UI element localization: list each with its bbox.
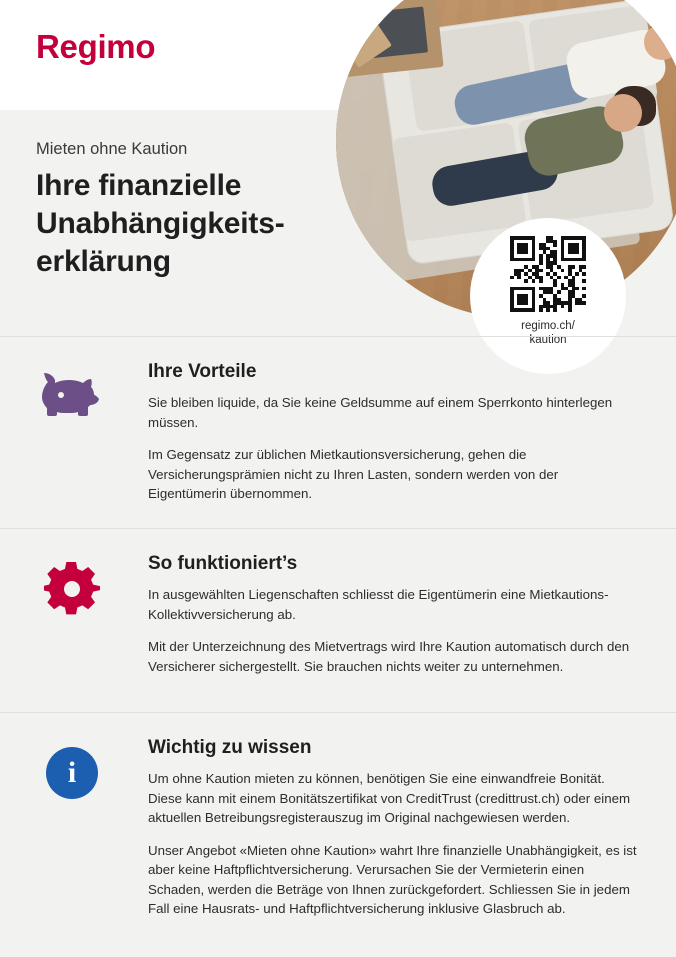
section-body [148,585,638,676]
gear-icon [38,555,106,623]
section-body [148,393,638,504]
section-paragraph: Sie bleiben liquide, da Sie keine Geldsumme auf einem Sperrkonto hinterlegen müssen. [148,395,613,430]
section-funktion [0,528,676,712]
person-woman-head [604,94,642,132]
section-paragraph: Mit der Unterzeichnung des Mietvertrags wird Ihre Kaution automatisch durch den Versicherer sichergestellt. Sie brauchen nichts weiter zu unternehmen. [148,639,630,674]
qr-caption-line2: kaution [529,334,567,346]
section-vorteile [0,336,676,528]
moving-box-icon [340,0,443,77]
qr-code-icon[interactable] [510,236,586,312]
brand-logo: Regimo [36,28,156,65]
info-icon [38,739,106,807]
section-wichtig [0,712,676,957]
page-title [36,167,366,281]
section-paragraph: Im Gegensatz zur üblichen Mietkautionsversicherung, gehen die Versicherungsprämien nicht zu Ihren Lasten, sondern werden von der Eigentümerin übernommen. [148,447,559,501]
section-paragraph: Um ohne Kaution mieten zu können, benötigen Sie eine einwandfreie Bonität. Diese kann mit einem Bonitätszertifikat von CreditTrust (credittrust.ch) oder einem aktuellen Betreibungsregisterauszug im Original nachgewiesen werden. [148,771,631,825]
person-man-head [644,24,676,60]
section-title: Wichtig zu wissen [148,737,312,758]
section-paragraph: In ausgewählten Liegenschaften schliesst die Eigentümerin eine Mietkautions-Kollektivversicherung ab. [148,587,609,622]
headline-block [36,140,366,281]
page-title-line2: Unabhängigkeits- [36,207,285,240]
section-title: So funktioniert’s [148,553,298,574]
page-title-line3: erklärung [36,245,171,278]
section-paragraph: Unser Angebot «Mieten ohne Kaution» wahrt Ihre finanzielle Unabhängigkeit, es ist aber keine Haftpflichtversicherung. Verursachen Sie der Vermieterin einen Schaden, werden die Beträge von Ihnen zurückgefordert. Schliessen Sie in jedem Fall eine Hausrats- und Haftpflichtversicherung inklusive Glasbruch ab. [148,842,637,916]
piggy-bank-icon [38,363,106,431]
section-body [148,769,638,919]
section-title: Ihre Vorteile [148,361,257,382]
info-icon-glyph: i [46,747,98,799]
kicker-text: Mieten ohne Kaution [36,140,188,158]
page-title-line1: Ihre finanzielle [36,169,242,202]
qr-caption-line1: regimo.ch/ [521,320,575,332]
